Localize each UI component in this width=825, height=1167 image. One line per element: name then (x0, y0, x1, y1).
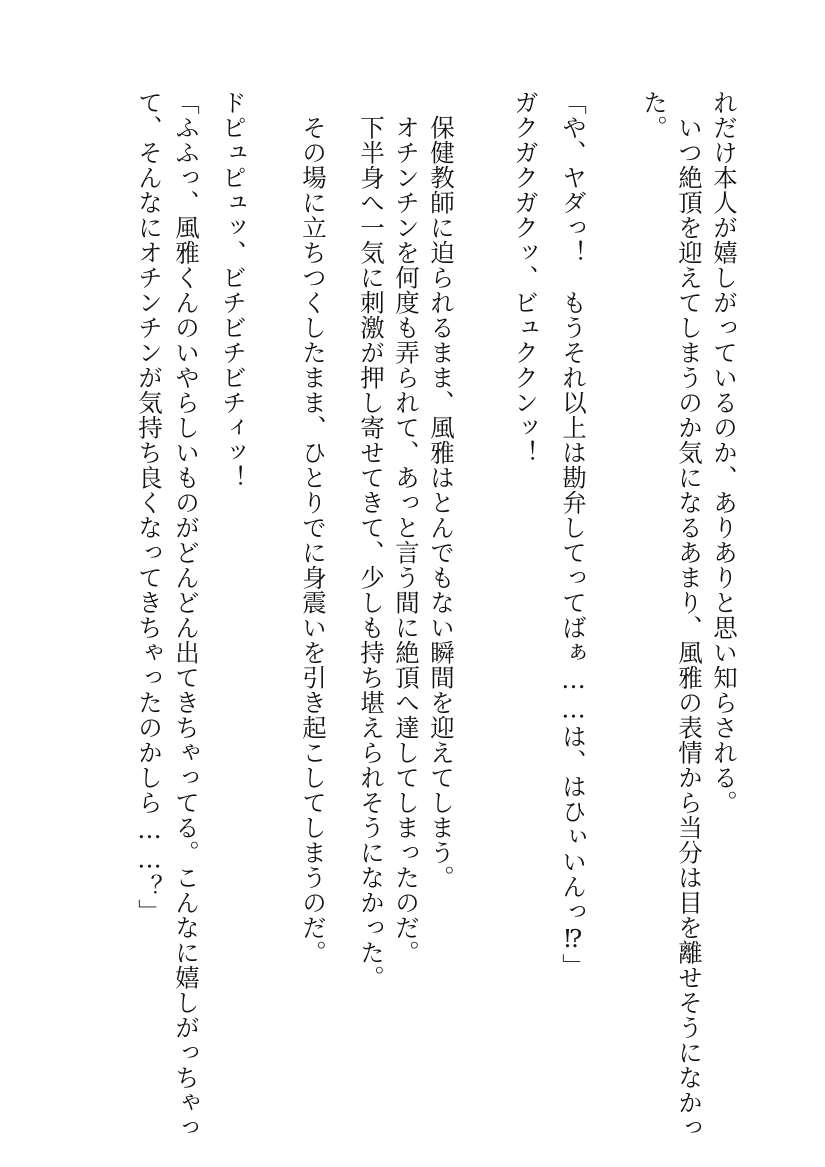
sound-effect-line: ガクガクガクッ、ビュククンッ！ (511, 90, 540, 465)
text-line: いつ絶頂を迎えてしまうのか気になるあまり、風雅の表情から当分は目を離せそうになかっ (675, 90, 704, 1140)
text-line: オチンチンを何度も弄られて、あっと言う間に絶頂へ達してしまったのだ。 (392, 90, 421, 965)
text-line: 保健教師に迫られるまま、風雅はとんでもない瞬間を迎えてしまう。 (427, 90, 456, 890)
dialogue-line: 「ふふっ、風雅くんのいやらしいものがどんどん出てきちゃってる。こんなに嬉しがっちゃっ (172, 90, 201, 1140)
text-line: れだけ本人が嬉しがっているのか、ありありと思い知らされる。 (710, 90, 739, 815)
text-line: その場に立ちつくしたまま、ひとりでに身震いを引き起こしてしまうのだ。 (299, 90, 328, 965)
text-line: た。 (640, 90, 669, 140)
sound-effect-line: ドピュピュッ、ビチビチビチィッ！ (219, 90, 248, 490)
dialogue-line: て、そんなにオチンチンが気持ち良くなってきちゃったのかしら……？」 (135, 90, 164, 924)
dialogue-line: 「や、ヤダっ！ もうそれ以上は勘弁してってばぁ……は、はひぃいんっ⁉」 (559, 90, 588, 979)
text-line: 下半身へ一気に刺激が押し寄せてきて、少しも持ち堪えられそうになかった。 (357, 90, 386, 990)
